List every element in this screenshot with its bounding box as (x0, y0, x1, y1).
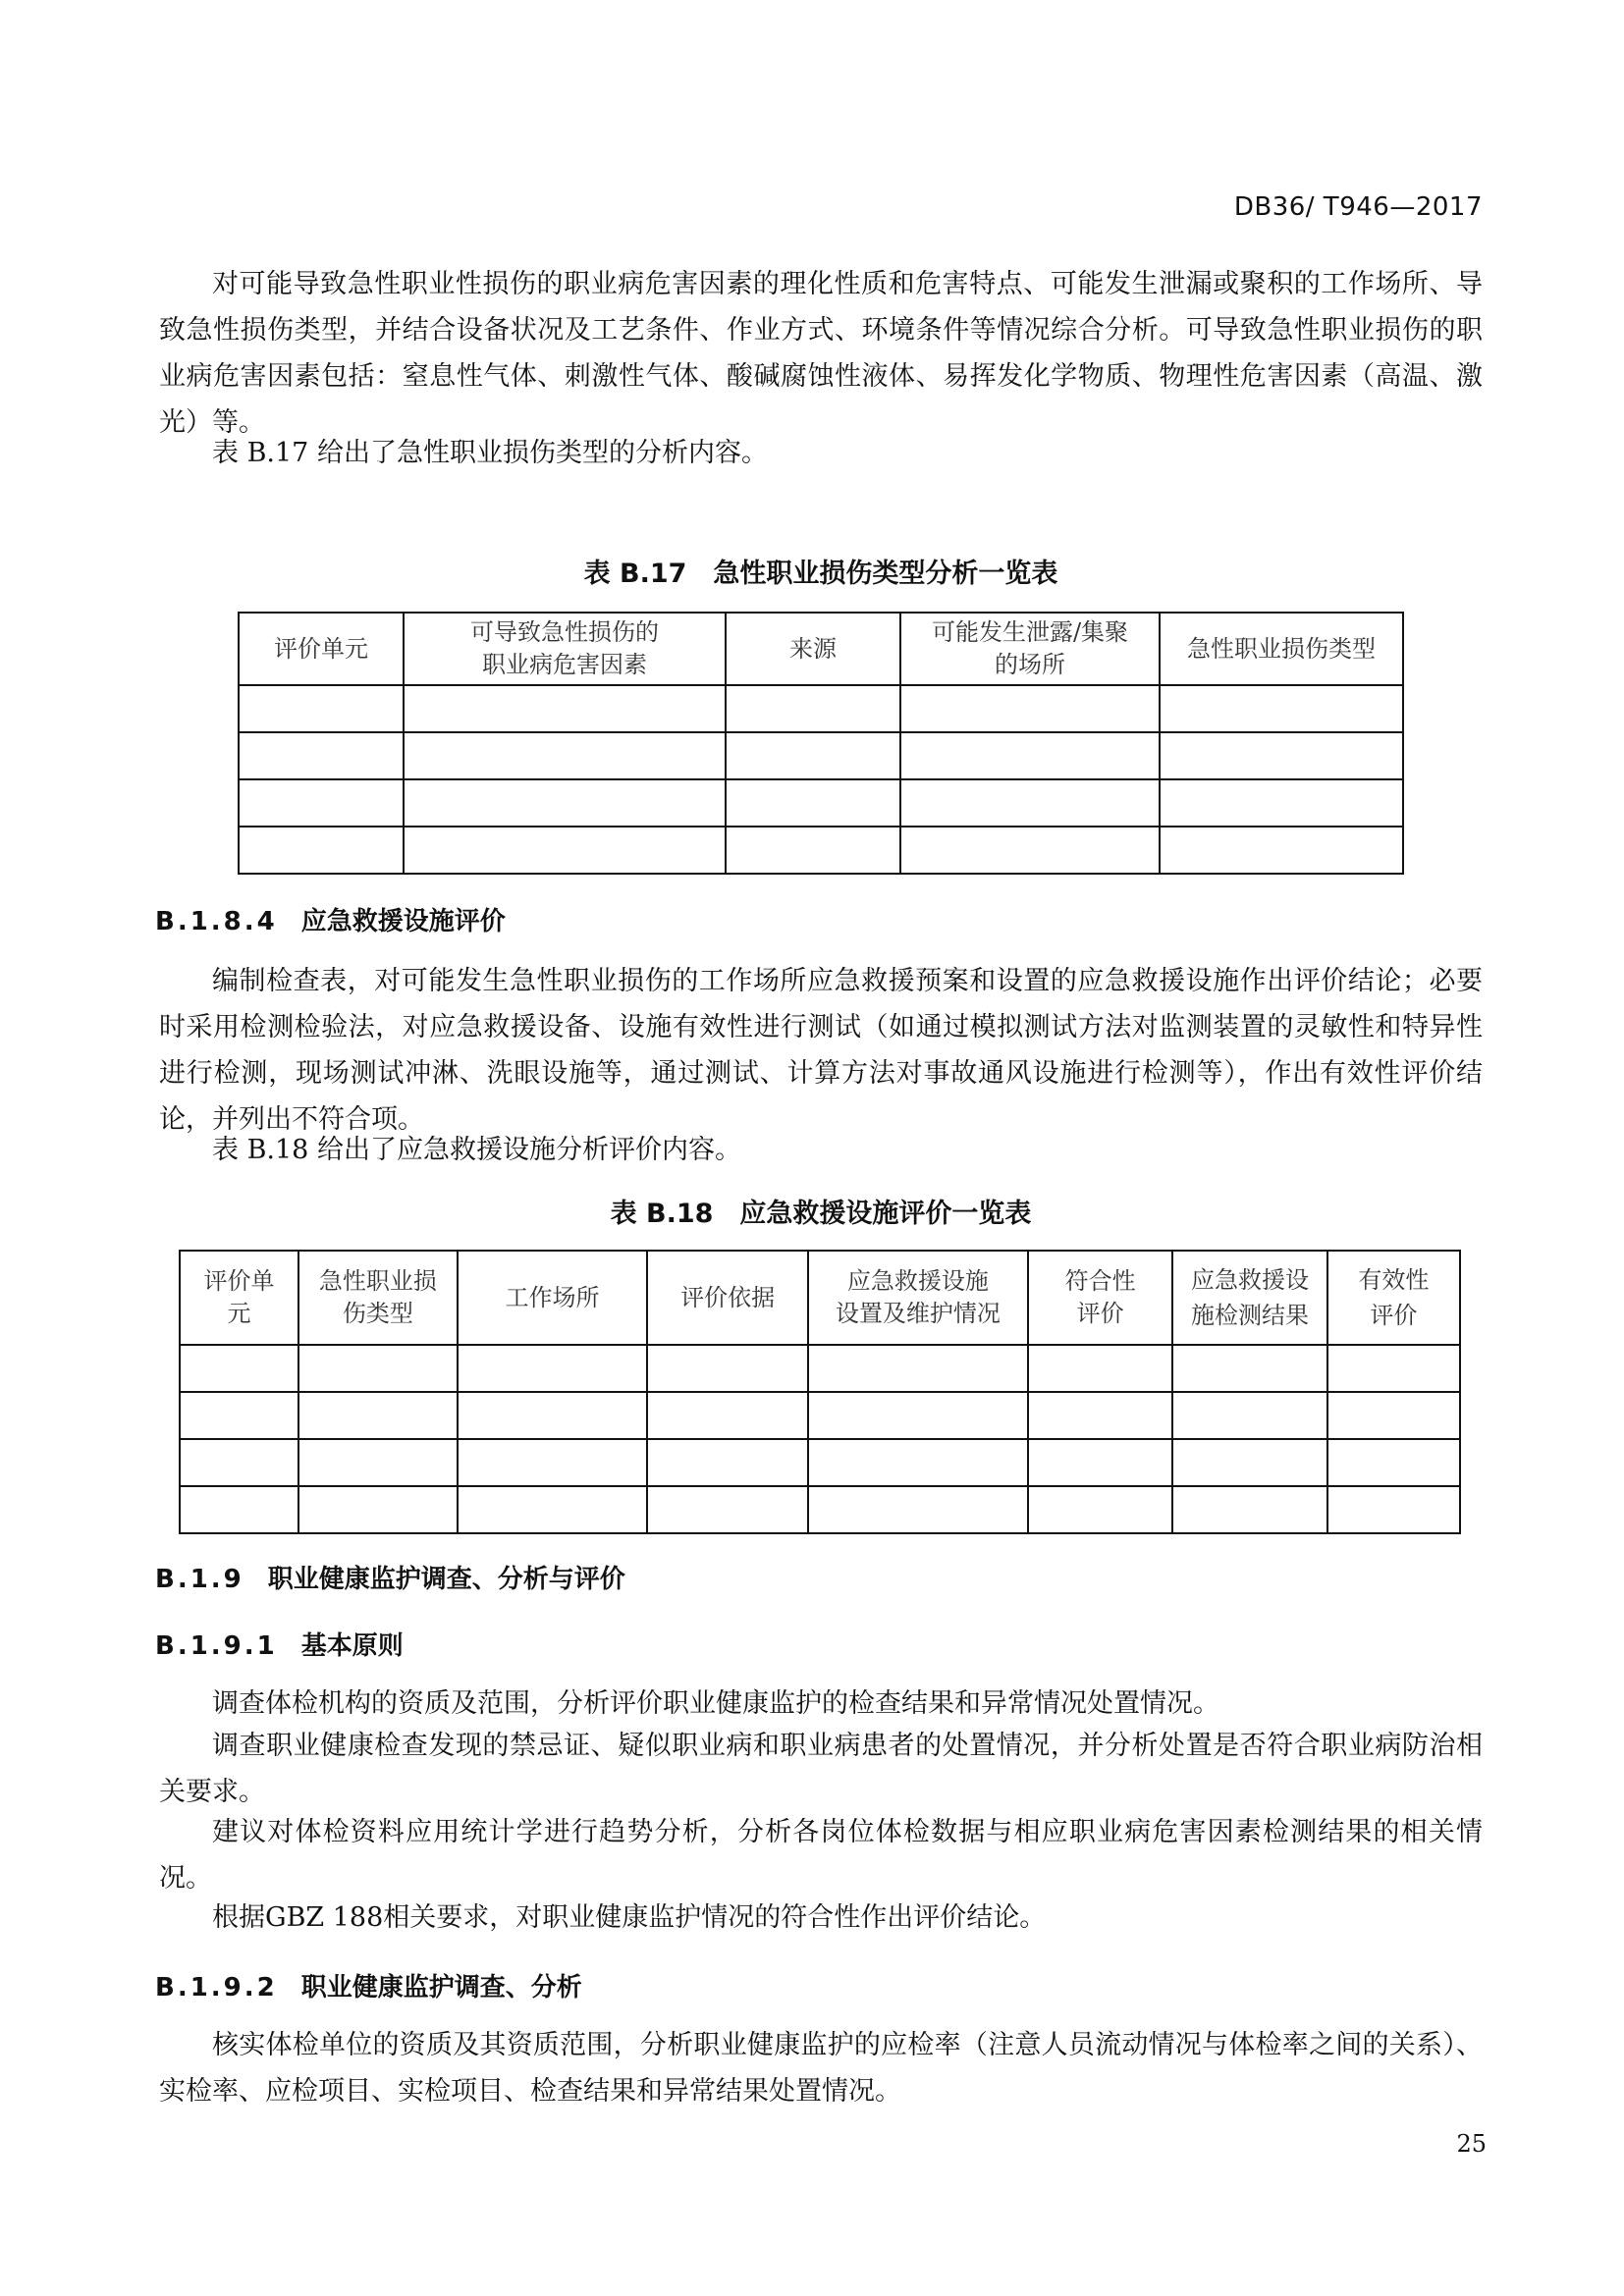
section-b184-paragraph-2: 表 B.18 给出了应急救援设施分析评价内容。 (212, 1135, 741, 1165)
table-row (180, 1486, 1460, 1533)
section-b191-paragraph-1: 调查体检机构的资质及范围，分析评价职业健康监护的检查结果和异常情况处置情况。 (212, 1688, 1219, 1719)
section-b192-heading (155, 1967, 582, 2003)
table-cell (404, 779, 726, 827)
table-b17-caption: 表 B.17 急性职业损伤类型分析一览表 (583, 559, 1058, 589)
table-b18-header-row (180, 1251, 1460, 1345)
table-cell (239, 732, 404, 779)
table-b17-header-cell: 评价单元 (239, 613, 404, 685)
section-b191-heading (155, 1626, 404, 1662)
intro-paragraph-2: 表 B.17 给出了急性职业损伤类型的分析内容。 (212, 438, 768, 468)
table-cell (1172, 1439, 1326, 1486)
table-cell (647, 1486, 808, 1533)
table-b18-header-cell: 评价依据 (647, 1251, 808, 1345)
table-cell (808, 1392, 1028, 1439)
table-b18-header-cell: 符合性 评价 (1028, 1251, 1172, 1345)
table-cell (298, 1439, 457, 1486)
table-cell (458, 1439, 648, 1486)
section-title: 基本原则 (300, 1631, 404, 1661)
table-b18-header-cell: 应急救援设施 设置及维护情况 (808, 1251, 1028, 1345)
table-cell (1028, 1392, 1172, 1439)
table-row (180, 1439, 1460, 1486)
table-cell (404, 827, 726, 874)
table-row (180, 1345, 1460, 1392)
table-b18-header-cell: 评价单 元 (180, 1251, 298, 1345)
intro-paragraph-1: 对可能导致急性职业性损伤的职业病危害因素的理化性质和危害特点、可能发生泄漏或聚积的工作场所、导致急性损伤类型，并结合设备状况及工艺条件、作业方式、环境条件等情况综合分析。可导致急性职业损伤的职业病危害因素包括：窒息性气体、刺激性气体、酸碱腐蚀性液体、易挥发化学物质、物理性危害因素（高温、激光）等。 (159, 269, 1483, 438)
section-b191-paragraph-2: 调查职业健康检查发现的禁忌证、疑似职业病和职业病患者的处置情况，并分析处置是否符合职业病防治相关要求。 (159, 1731, 1483, 1807)
section-b191-paragraph-3: 建议对体检资料应用统计学进行趋势分析，分析各岗位体检数据与相应职业病危害因素检测结果的相关情况。 (159, 1817, 1483, 1894)
table-cell (1160, 827, 1403, 874)
section-number: B.1.8.4 (155, 907, 278, 936)
table-cell (647, 1392, 808, 1439)
table-cell (726, 827, 900, 874)
table-cell (1327, 1486, 1460, 1533)
table-cell (1172, 1345, 1326, 1392)
table-b17-header-cell: 可能发生泄露/集聚 的场所 (900, 613, 1160, 685)
table-cell (1028, 1345, 1172, 1392)
document-code: DB36/ T946—2017 (1233, 192, 1483, 222)
table-cell (1160, 779, 1403, 827)
table-cell (1028, 1486, 1172, 1533)
table-cell (298, 1345, 457, 1392)
table-cell (180, 1439, 298, 1486)
table-cell (180, 1486, 298, 1533)
table-cell (726, 685, 900, 732)
table-cell (239, 827, 404, 874)
table-b17-header-cell: 可导致急性损伤的 职业病危害因素 (404, 613, 726, 685)
table-row (239, 827, 1403, 874)
table-cell (1160, 732, 1403, 779)
table-row (239, 779, 1403, 827)
table-cell (298, 1392, 457, 1439)
table-row (180, 1392, 1460, 1439)
table-cell (298, 1486, 457, 1533)
table-cell (1160, 685, 1403, 732)
table-cell (458, 1486, 648, 1533)
section-b184-paragraph-1: 编制检查表，对可能发生急性职业损伤的工作场所应急救援预案和设置的应急救援设施作出评价结论；必要时采用检测检验法，对应急救援设备、设施有效性进行测试（如通过模拟测试方法对监测装置的灵敏性和特异性进行检测，现场测试冲淋、洗眼设施等，通过测试、计算方法对事故通风设施进行检测等），作出有效性评价结论，并列出不符合项。 (159, 966, 1483, 1135)
table-cell (1327, 1392, 1460, 1439)
table-row (239, 685, 1403, 732)
table-b18-header-cell: 工作场所 (458, 1251, 648, 1345)
section-b19-heading (155, 1559, 625, 1595)
section-number: B.1.9.2 (155, 1973, 278, 2002)
table-b17 (238, 612, 1404, 875)
table-cell (808, 1345, 1028, 1392)
table-b18-header-cell: 有效性 评价 (1327, 1251, 1460, 1345)
table-cell (900, 827, 1160, 874)
table-cell (458, 1345, 648, 1392)
section-b192-paragraph-1: 核实体检单位的资质及其资质范围，分析职业健康监护的应检率（注意人员流动情况与体检率之间的关系）、实检率、应检项目、实检项目、检查结果和异常结果处置情况。 (159, 2030, 1483, 2107)
table-b18-header-cell: 应急救援设 施检测结果 (1172, 1251, 1326, 1345)
table-cell (180, 1345, 298, 1392)
table-cell (647, 1345, 808, 1392)
table-cell (458, 1392, 648, 1439)
section-title: 职业健康监护调查、分析与评价 (267, 1565, 625, 1594)
table-cell (239, 779, 404, 827)
section-b184-heading (155, 901, 506, 937)
table-row (239, 732, 1403, 779)
table-cell (726, 779, 900, 827)
table-b17-header-cell: 来源 (726, 613, 900, 685)
table-cell (1172, 1392, 1326, 1439)
table-cell (1028, 1439, 1172, 1486)
section-b191-paragraph-4: 根据GBZ 188相关要求，对职业健康监护情况的符合性作出评价结论。 (212, 1902, 1047, 1933)
table-b17-header-row (239, 613, 1403, 685)
table-cell (1327, 1439, 1460, 1486)
table-cell (1327, 1345, 1460, 1392)
table-cell (808, 1439, 1028, 1486)
table-cell (180, 1392, 298, 1439)
table-cell (726, 732, 900, 779)
section-title: 应急救援设施评价 (300, 907, 506, 936)
table-b18-caption: 表 B.18 应急救援设施评价一览表 (610, 1199, 1032, 1229)
page-number: 25 (1456, 2130, 1487, 2158)
table-cell (404, 685, 726, 732)
table-b17-header-cell: 急性职业损伤类型 (1160, 613, 1403, 685)
table-cell (900, 732, 1160, 779)
table-cell (239, 685, 404, 732)
table-cell (1172, 1486, 1326, 1533)
table-cell (808, 1486, 1028, 1533)
table-cell (900, 685, 1160, 732)
section-number: B.1.9.1 (155, 1631, 278, 1661)
table-b18 (179, 1250, 1461, 1534)
table-cell (647, 1439, 808, 1486)
table-b18-header-cell: 急性职业损 伤类型 (298, 1251, 457, 1345)
section-number: B.1.9 (155, 1565, 244, 1594)
table-cell (900, 779, 1160, 827)
table-cell (404, 732, 726, 779)
section-title: 职业健康监护调查、分析 (300, 1973, 582, 2002)
